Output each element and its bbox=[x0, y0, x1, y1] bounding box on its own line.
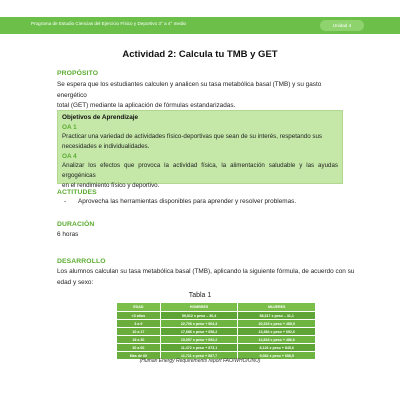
table-row bbox=[117, 312, 316, 320]
objectives-box bbox=[57, 110, 343, 189]
table-source: (Human Energy Requirements report FAO/WHO/UNU) bbox=[139, 358, 261, 364]
actitudes-text: Aprovecha las herramientas disponibles para aprender y resolver problemas. bbox=[78, 198, 297, 205]
table-row bbox=[117, 328, 316, 336]
column-header-age: EDAD bbox=[117, 303, 161, 312]
proposito-text bbox=[57, 80, 347, 112]
column-header-men: HOMBRES bbox=[160, 303, 238, 312]
page-title: Actividad 2: Calcula tu TMB y GET bbox=[122, 49, 278, 60]
program-title: Programa de Estudio Ciencias del Ejercicio Físico y Deportivo 3° a 4° medio bbox=[31, 21, 187, 26]
table-row bbox=[117, 344, 316, 352]
table-caption: Tabla 1 bbox=[188, 292, 212, 299]
actitudes-heading: ACTITUDES bbox=[57, 189, 97, 196]
age-cell: 30 a 60 bbox=[117, 344, 161, 352]
table-row bbox=[117, 320, 316, 328]
age-cell: 18 a 30 bbox=[117, 336, 161, 344]
column-header-women: MUJERES bbox=[238, 303, 316, 312]
age-cell: Más de 60 bbox=[117, 352, 161, 360]
women-formula-cell: 20,315 x peso + 485,9 bbox=[238, 320, 316, 328]
men-formula-cell: 17,686 x peso + 658,2 bbox=[160, 328, 238, 336]
men-formula-cell: 22,706 x peso + 504,3 bbox=[160, 320, 238, 328]
tmb-formula-table bbox=[116, 302, 316, 360]
women-formula-cell: 14,818 x peso + 486,6 bbox=[238, 336, 316, 344]
oa1-label: OA 1 bbox=[62, 123, 77, 131]
women-formula-cell: 9,082 x peso + 658,5 bbox=[238, 352, 316, 360]
oa1-line-1: Practicar una variedad de actividades físico-deportivas que sean de su interés, respetando sus bbox=[62, 133, 323, 140]
duracion-value: 6 horas bbox=[57, 231, 79, 238]
men-formula-cell: 11,472 x peso + 873,1 bbox=[160, 344, 238, 352]
men-formula-cell: 59,512 x peso – 30,4 bbox=[160, 312, 238, 320]
header-bar bbox=[0, 17, 400, 34]
proposito-line-1: Se espera que los estudiantes calculen y analicen su tasa metabólica basal (TMB) y su gasto energético bbox=[57, 81, 322, 99]
oa4-line-2: en el rendimiento físico y deportivo. bbox=[62, 181, 160, 189]
desarrollo-text bbox=[57, 267, 357, 288]
desarrollo-line-1: Los alumnos calculan su tasa metabólica basal (TMB), aplicando la siguiente fórmula, de acuerdo con su bbox=[57, 268, 355, 275]
oa4-line-1: Analizar los efectos que provoca la actividad física, la alimentación saludable y las ayudas ergogénicas bbox=[62, 162, 338, 179]
actitudes-item bbox=[64, 198, 296, 205]
age-cell: 10 a 17 bbox=[117, 328, 161, 336]
women-formula-cell: 8,126 x peso + 845,6 bbox=[238, 344, 316, 352]
duracion-heading: DURACIÓN bbox=[57, 221, 95, 228]
women-formula-cell: 13,384 x peso + 692,6 bbox=[238, 328, 316, 336]
oa1-line-2: necesidades e individualidades. bbox=[62, 142, 150, 150]
proposito-heading: PROPÓSITO bbox=[57, 70, 99, 77]
desarrollo-line-2: edad y sexo: bbox=[57, 278, 94, 286]
unit-badge: Unidad 4 bbox=[320, 20, 364, 31]
women-formula-cell: 58,317 x peso – 31,1 bbox=[238, 312, 316, 320]
men-formula-cell: 11,711 x peso + 587,7 bbox=[160, 352, 238, 360]
proposito-line-2: total (GET) mediante la aplicación de fórmulas estandarizadas. bbox=[57, 102, 236, 109]
objectives-title: Objetivos de Aprendizaje bbox=[62, 114, 139, 121]
age-cell: <3 años bbox=[117, 312, 161, 320]
table-header-row bbox=[117, 303, 316, 312]
men-formula-cell: 15,057 x peso + 692,2 bbox=[160, 336, 238, 344]
age-cell: 3 a 9 bbox=[117, 320, 161, 328]
desarrollo-heading: DESARROLLO bbox=[57, 258, 106, 265]
oa4-label: OA 4 bbox=[62, 152, 77, 160]
bullet-dash: - bbox=[64, 198, 67, 205]
table-row bbox=[117, 336, 316, 344]
